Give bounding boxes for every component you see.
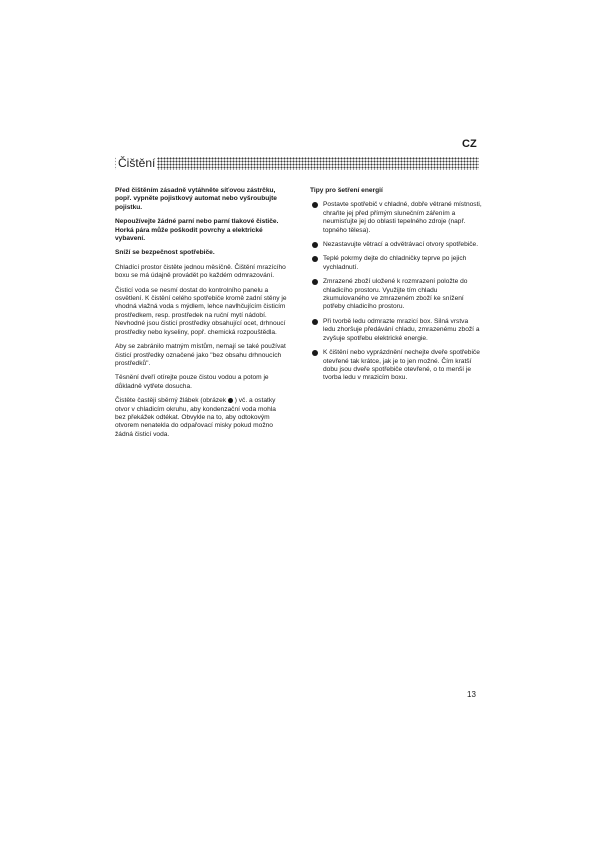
paragraph-cleaning-frequency: Chladící prostor čistěte jednou měsíčně. Čištění mrazícího boxu se má údajně provádět po každém odmrazování. <box>115 263 286 280</box>
tip-item <box>310 241 482 249</box>
paragraph-door-seal: Těsnění dveří otírejte pouze čistou vodou a potom je důkladně vytřete dosucha. <box>115 374 269 390</box>
figure-reference-bullet-icon <box>228 398 233 403</box>
tip-item <box>310 201 482 235</box>
tip-text: K čištění nebo vyprázdnění nechejte dveře spotřebiče otevřené tak krátce, jak je to jen možné. Čím kratší dobu jsou dveře spotřebiče otevřené, o to menší je tvorba ledu v mrazicím boxu. <box>323 349 480 382</box>
warning-safety: Sníží se bezpečnost spotřebiče. <box>115 249 215 257</box>
bullet-icon <box>312 202 318 208</box>
energy-tips-list <box>310 201 482 382</box>
language-code: CZ <box>462 138 477 150</box>
tip-item <box>310 278 482 312</box>
warning-unplug: Před čištěním zásadně vytáhněte síťovou zástrčku, popř. vypněte pojistkový automat nebo vyšroubujte pojistku. <box>115 187 277 211</box>
bullet-icon <box>312 350 318 356</box>
bullet-icon <box>312 256 318 262</box>
paragraph-cleaning-agents: Čisticí voda se nesmí dostat do kontrolního panelu a osvětlení. K čistění celého spotřebiče kromě zadní stěny je vhodná vlažná voda s mýdlem, lehce navlhčujícím čisticím prostředkem, resp. prostředek na ruční mytí nádobí. Nevhodné jsou čisticí prostředky obsahující ocet, drhnoucí prostředky nebo kyseliny, popř. chemická rozpouštědla. <box>115 286 287 336</box>
section-title: Čištění <box>118 156 156 170</box>
tip-text: Postavte spotřebič v chladné, dobře větrané místnosti, chraňte jej před přímým slunečním zářením a neumisťujte jej do oblasti tepelného zdroje (např. topného tělesa). <box>323 201 482 234</box>
paragraph-matte-spots: Aby se zabránilo matným místům, nemají se také používat čisticí prostředky označené jako "bez obsahu drhnoucích prostředků". <box>115 343 286 367</box>
tip-text: Nezastavujte větrací a odvětrávací otvory spotřebiče. <box>323 241 479 249</box>
section-header-band <box>115 157 479 170</box>
drain-text-start: Čistěte častěji sběrný žlábek (obrázek <box>115 397 227 405</box>
drain-text-end: ) vč. a ostatky otvor v chladicím okruhu, aby kondenzační voda mohla bez překážek odtékat. Obvykle na to, aby odtokovým otvorem nenatekla do odpařovací misky pokud možno žádná čisticí voda. <box>115 397 276 438</box>
warning-steam-cleaner: Nepoužívejte žádné parní nebo parní tlakové čističe. Horká pára může poškodit povrchy a elektrické vybavení. <box>115 218 279 243</box>
paragraph-drain-channel <box>115 397 287 439</box>
bullet-icon <box>312 242 318 248</box>
tip-text: Zmrazené zboží uložené k rozmrazení položte do chladicího prostoru. Využijte tím chladu zkumulovaného ve zmrazeném zboží ke snížení potřeby chladicího prostoru. <box>323 278 468 311</box>
tip-item <box>310 318 482 343</box>
energy-tips-heading: Tipy pro šetření energií <box>310 187 383 194</box>
tip-item <box>310 255 482 272</box>
bullet-icon <box>312 279 318 285</box>
energy-tips-column <box>310 187 482 389</box>
page-number: 13 <box>467 690 476 699</box>
tip-text: Při tvorbě ledu odmrazte mrazicí box. Silná vrstva ledu zhoršuje předávání chladu, zmrazenému zboží a zvyšuje spotřebu elektrické energie. <box>323 317 480 342</box>
tip-item <box>310 349 482 383</box>
tip-text: Teplé pokrmy dejte do chladničky teprve po jejich vychladnutí. <box>323 255 467 271</box>
cleaning-column <box>115 187 287 445</box>
bullet-icon <box>312 319 318 325</box>
